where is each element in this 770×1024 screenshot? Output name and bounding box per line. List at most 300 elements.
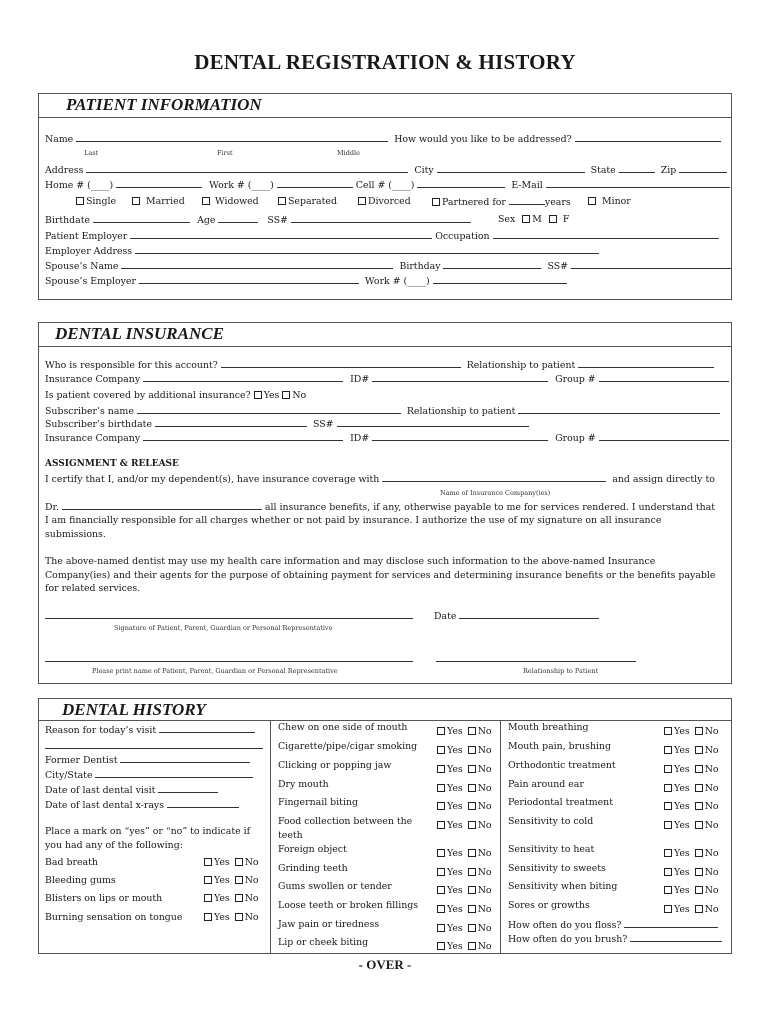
- condition-label: Orthodontic treatment: [508, 760, 616, 771]
- instructions-line-1: Place a mark on “yes” or “no” to indicate if: [45, 826, 251, 837]
- work-label: Work # (____): [209, 180, 274, 191]
- yes-no-group: [437, 904, 492, 915]
- address-row: [45, 164, 727, 176]
- yes-checkbox[interactable]: [437, 886, 445, 894]
- date-label: Date: [433, 611, 457, 622]
- last-xray-row: [45, 799, 239, 811]
- divorced-checkbox[interactable]: [358, 197, 366, 205]
- brush-row: [508, 933, 722, 945]
- id-label: ID#: [350, 374, 370, 385]
- yes-label: Yes: [674, 885, 690, 896]
- submissions-text: submissions.: [45, 529, 106, 540]
- subscriber-name-row: [45, 405, 720, 417]
- state-label: State: [590, 165, 616, 176]
- relationship-label: Relationship to patient: [466, 360, 576, 371]
- insurance-company-field[interactable]: [382, 473, 606, 482]
- yes-label: Yes: [214, 875, 230, 886]
- sex-f-label: F: [562, 214, 570, 225]
- employer-field[interactable]: [130, 230, 432, 239]
- no-label: No: [704, 726, 719, 737]
- no-checkbox[interactable]: [468, 821, 476, 829]
- divider: [38, 117, 732, 118]
- brush-field[interactable]: [630, 933, 722, 942]
- married-option[interactable]: [132, 196, 185, 207]
- reason-field[interactable]: [159, 724, 255, 733]
- no-checkbox[interactable]: [695, 886, 703, 894]
- spouse-name-field[interactable]: [121, 260, 393, 269]
- spouse-employer-row: [45, 275, 567, 287]
- partnered-label: Partnered for: [442, 197, 506, 208]
- spouse-row: [45, 260, 731, 272]
- work-field[interactable]: [277, 179, 353, 188]
- yes-no-group: [437, 820, 492, 831]
- responsible-field[interactable]: [221, 359, 461, 368]
- dental-insurance-heading: DENTAL INSURANCE: [55, 324, 224, 343]
- separated-label: Separated: [288, 196, 337, 207]
- partnered-checkbox[interactable]: [432, 198, 440, 206]
- no-checkbox[interactable]: [695, 821, 703, 829]
- yes-label: Yes: [674, 848, 690, 859]
- last-xray-label: Date of last dental x-rays: [45, 800, 165, 811]
- no-label: No: [477, 848, 492, 859]
- last-caption: Last: [84, 149, 99, 157]
- addressed-label: How would you like to be addressed?: [394, 134, 572, 145]
- yes-checkbox[interactable]: [664, 905, 672, 913]
- signature-row: [45, 610, 599, 622]
- employer-address-label: Employer Address: [45, 246, 133, 257]
- no-checkbox[interactable]: [468, 746, 476, 754]
- yes-label: Yes: [674, 801, 690, 812]
- no-checkbox[interactable]: [468, 886, 476, 894]
- occupation-field[interactable]: [493, 230, 719, 239]
- city-label: City: [414, 165, 434, 176]
- age-field[interactable]: [218, 214, 258, 223]
- condition-label: Mouth pain, brushing: [508, 741, 612, 752]
- yes-label: Yes: [214, 857, 230, 868]
- divider: [270, 720, 732, 721]
- widowed-option[interactable]: [202, 196, 259, 207]
- id2-label: ID#: [350, 433, 370, 444]
- condition-label: Sensitivity to cold: [508, 816, 594, 827]
- yes-label: Yes: [674, 726, 690, 737]
- yes-checkbox[interactable]: [664, 802, 672, 810]
- relationship-caption: Relationship to Patient: [523, 667, 599, 675]
- additional-row: [45, 390, 306, 401]
- yes-checkbox[interactable]: [664, 849, 672, 857]
- yes-checkbox[interactable]: [664, 868, 672, 876]
- no-label: No: [477, 885, 492, 896]
- partnered-years-field[interactable]: [509, 196, 545, 205]
- floss-label: How often do you floss?: [508, 920, 622, 931]
- condition-label: Chew on one side of mouth: [278, 722, 408, 733]
- birthday-label: Birthday: [399, 261, 441, 272]
- yes-label: Yes: [447, 848, 463, 859]
- no-label: No: [704, 820, 719, 831]
- yes-label: Yes: [674, 820, 690, 831]
- employer-row: [45, 230, 719, 242]
- married-checkbox[interactable]: [132, 197, 140, 205]
- brush-label: How often do you brush?: [508, 934, 628, 945]
- no-checkbox[interactable]: [468, 765, 476, 773]
- condition-label: Loose teeth or broken fillings: [278, 900, 419, 911]
- spouse-ss-field[interactable]: [571, 260, 731, 269]
- signature-caption: Signature of Patient, Parent, Guardian or Personal Representative: [114, 624, 333, 632]
- no-checkbox[interactable]: [695, 905, 703, 913]
- subscriber-ss-label: SS#: [312, 419, 334, 430]
- yes-no-group: [664, 764, 719, 775]
- minor-label: Minor: [602, 196, 631, 207]
- yes-checkbox[interactable]: [437, 821, 445, 829]
- phone-row: [45, 179, 730, 191]
- sex-label: Sex: [498, 214, 516, 225]
- condition-label: Gums swollen or tender: [278, 881, 392, 892]
- yes-no-group: [437, 885, 492, 896]
- cell-field[interactable]: [417, 179, 505, 188]
- no-checkbox[interactable]: [695, 849, 703, 857]
- print-name-field[interactable]: [45, 653, 413, 662]
- yes-checkbox[interactable]: [437, 746, 445, 754]
- ss-label: SS#: [267, 215, 288, 226]
- no-checkbox[interactable]: [468, 849, 476, 857]
- no-label: No: [704, 783, 719, 794]
- group-field[interactable]: [599, 373, 729, 382]
- subscriber-name-field[interactable]: [137, 405, 401, 414]
- relationship2-field[interactable]: [518, 405, 720, 414]
- subscriber-birth-row: [45, 418, 529, 430]
- yes-checkbox[interactable]: [437, 942, 445, 950]
- single-label: Single: [86, 196, 117, 207]
- yes-no-group: [204, 893, 259, 904]
- minor-checkbox[interactable]: [588, 197, 596, 205]
- no-checkbox[interactable]: [468, 924, 476, 932]
- no-label: No: [704, 885, 719, 896]
- company-row: [45, 373, 729, 385]
- id-field[interactable]: [372, 373, 548, 382]
- column-divider: [270, 720, 271, 954]
- company-label: Insurance Company: [45, 374, 141, 385]
- age-label: Age: [197, 215, 216, 226]
- no-label: No: [477, 783, 492, 794]
- instructions-line-2: you had any of the following:: [45, 840, 183, 851]
- spouse-work-label: Work # (____): [364, 276, 430, 287]
- additional-yes-checkbox[interactable]: [254, 391, 262, 399]
- yes-no-group: [437, 867, 492, 878]
- spouse-employer-label: Spouse’s Employer: [45, 276, 136, 287]
- relationship2-label: Relationship to patient: [406, 406, 516, 417]
- no-label: No: [244, 875, 259, 886]
- no-label: No: [704, 764, 719, 775]
- address-label: Address: [45, 165, 84, 176]
- no-label: No: [477, 941, 492, 952]
- last-visit-row: [45, 784, 218, 796]
- yes-label: Yes: [447, 923, 463, 934]
- no-checkbox[interactable]: [695, 727, 703, 735]
- yes-checkbox[interactable]: [437, 924, 445, 932]
- name-row: [45, 133, 721, 145]
- employer-address-row: [45, 245, 599, 257]
- condition-label: Sores or growths: [508, 900, 590, 911]
- condition-label: Sensitivity when biting: [508, 881, 618, 892]
- yes-checkbox[interactable]: [664, 765, 672, 773]
- signature-field[interactable]: [45, 610, 413, 619]
- yes-checkbox[interactable]: [204, 876, 212, 884]
- relationship-patient-field[interactable]: [436, 653, 636, 662]
- no-label: No: [244, 857, 259, 868]
- disclosure-line-2: Company(ies) and their agents for the purpose of obtaining payment for services and determining insurance benefits or the benefits payable: [45, 570, 716, 581]
- middle-caption: Middle: [337, 149, 360, 157]
- no-label: No: [704, 801, 719, 812]
- yes-label: Yes: [447, 726, 463, 737]
- spouse-ss-label: SS#: [547, 261, 569, 272]
- yes-checkbox[interactable]: [437, 849, 445, 857]
- no-checkbox[interactable]: [468, 905, 476, 913]
- ss-field[interactable]: [291, 214, 471, 223]
- no-checkbox[interactable]: [695, 784, 703, 792]
- yes-checkbox[interactable]: [664, 821, 672, 829]
- city-field[interactable]: [437, 164, 585, 173]
- last-xray-field[interactable]: [167, 799, 239, 808]
- yes-no-group: [204, 857, 259, 868]
- citystate-row: [45, 769, 253, 781]
- zip-field[interactable]: [679, 164, 727, 173]
- separated-option[interactable]: [278, 196, 337, 207]
- yes-checkbox[interactable]: [664, 784, 672, 792]
- dentist-name-field[interactable]: [62, 501, 262, 510]
- patient-info-heading: PATIENT INFORMATION: [66, 95, 262, 114]
- name-field[interactable]: [76, 133, 388, 142]
- no-label: No: [477, 867, 492, 878]
- company-field[interactable]: [143, 373, 343, 382]
- years-label: years: [544, 197, 571, 208]
- print-name-row: [45, 653, 636, 665]
- single-checkbox[interactable]: [76, 197, 84, 205]
- yes-no-group: [664, 745, 719, 756]
- yes-label: Yes: [447, 820, 463, 831]
- yes-no-group: [437, 745, 492, 756]
- employer-label: Patient Employer: [45, 231, 128, 242]
- no-checkbox[interactable]: [695, 746, 703, 754]
- yes-no-group: [664, 726, 719, 737]
- yes-no-group: [437, 801, 492, 812]
- partnered-option[interactable]: [432, 196, 571, 208]
- additional-label: Is patient covered by additional insurance?: [45, 390, 251, 401]
- sex-group: [498, 214, 569, 225]
- over-footer: - OVER -: [358, 957, 412, 972]
- company2-row: [45, 432, 729, 444]
- condition-label: Mouth breathing: [508, 722, 589, 733]
- condition-label: Periodontal treatment: [508, 797, 613, 808]
- yes-checkbox[interactable]: [204, 913, 212, 921]
- yes-checkbox[interactable]: [204, 858, 212, 866]
- additional-yes-label: Yes: [263, 390, 280, 401]
- yes-no-group: [437, 941, 492, 952]
- yes-no-group: [664, 885, 719, 896]
- condition-label-continued: teeth: [278, 830, 303, 841]
- yes-checkbox[interactable]: [664, 886, 672, 894]
- divorced-label: Divorced: [368, 196, 411, 207]
- condition-label: Bleeding gums: [45, 875, 116, 886]
- yes-label: Yes: [674, 904, 690, 915]
- yes-label: Yes: [447, 745, 463, 756]
- divider: [38, 720, 270, 721]
- company-caption: Name of Insurance Company(ies): [440, 489, 551, 497]
- sex-f-checkbox[interactable]: [549, 215, 557, 223]
- id2-field[interactable]: [372, 432, 548, 441]
- name-label: Name: [45, 134, 74, 145]
- yes-checkbox[interactable]: [204, 894, 212, 902]
- yes-label: Yes: [447, 904, 463, 915]
- no-checkbox[interactable]: [235, 913, 243, 921]
- no-checkbox[interactable]: [468, 868, 476, 876]
- former-row: [45, 754, 250, 766]
- yes-checkbox[interactable]: [664, 746, 672, 754]
- condition-label: Burning sensation on tongue: [45, 912, 183, 923]
- birthdate-field[interactable]: [93, 214, 190, 223]
- no-checkbox[interactable]: [695, 802, 703, 810]
- zip-label: Zip: [660, 165, 677, 176]
- former-field[interactable]: [120, 754, 250, 763]
- single-option[interactable]: [76, 196, 116, 207]
- yes-no-group: [204, 912, 259, 923]
- subscriber-birthdate-label: Subscriber’s birthdate: [45, 419, 152, 430]
- company2-field[interactable]: [143, 432, 343, 441]
- no-checkbox[interactable]: [468, 802, 476, 810]
- yes-no-group: [664, 801, 719, 812]
- condition-label: Lip or cheek biting: [278, 937, 369, 948]
- company2-label: Insurance Company: [45, 433, 141, 444]
- yes-no-group: [437, 923, 492, 934]
- dr-label: Dr.: [45, 502, 59, 513]
- no-checkbox[interactable]: [695, 765, 703, 773]
- group2-field[interactable]: [599, 432, 729, 441]
- sex-m-checkbox[interactable]: [522, 215, 530, 223]
- no-checkbox[interactable]: [468, 784, 476, 792]
- page-title: DENTAL REGISTRATION & HISTORY: [194, 50, 576, 74]
- yes-checkbox[interactable]: [437, 905, 445, 913]
- address-field[interactable]: [86, 164, 408, 173]
- no-label: No: [477, 745, 492, 756]
- no-label: No: [477, 801, 492, 812]
- first-caption: First: [217, 149, 233, 157]
- certify-text: I certify that I, and/or my dependent(s), have insurance coverage with: [45, 474, 380, 485]
- column-divider: [500, 720, 501, 954]
- responsible-label: Who is responsible for this account?: [45, 360, 218, 371]
- condition-label: Pain around ear: [508, 779, 584, 790]
- reason-field-2[interactable]: [45, 740, 263, 749]
- assignment-heading: ASSIGNMENT & RELEASE: [45, 459, 179, 469]
- sex-m-label: M: [532, 214, 542, 225]
- married-label: Married: [146, 196, 185, 207]
- employer-address-field[interactable]: [135, 245, 599, 254]
- group2-label: Group #: [555, 433, 596, 444]
- subscriber-ss-field[interactable]: [337, 418, 529, 427]
- no-label: No: [704, 904, 719, 915]
- reason-label: Reason for today’s visit: [45, 725, 157, 736]
- state-field[interactable]: [619, 164, 655, 173]
- yes-label: Yes: [674, 783, 690, 794]
- yes-checkbox[interactable]: [437, 868, 445, 876]
- yes-label: Yes: [214, 893, 230, 904]
- yes-no-group: [437, 764, 492, 775]
- relationship-field[interactable]: [578, 359, 714, 368]
- yes-label: Yes: [447, 941, 463, 952]
- divorced-option[interactable]: [358, 196, 411, 207]
- no-label: No: [477, 764, 492, 775]
- separated-checkbox[interactable]: [278, 197, 286, 205]
- yes-label: Yes: [447, 764, 463, 775]
- print-name-caption: Please print name of Patient, Parent, Guardian or Personal Representative: [92, 667, 338, 675]
- additional-no-checkbox[interactable]: [282, 391, 290, 399]
- spouse-work-field[interactable]: [433, 275, 567, 284]
- disclosure-line-1: The above-named dentist may use my health care information and may disclose such information to the above-named Insurance: [45, 556, 656, 567]
- condition-label: Foreign object: [278, 844, 347, 855]
- yes-checkbox[interactable]: [437, 727, 445, 735]
- date-field[interactable]: [459, 610, 599, 619]
- no-label: No: [477, 923, 492, 934]
- spouse-birthday-field[interactable]: [443, 260, 541, 269]
- spouse-employer-field[interactable]: [139, 275, 359, 284]
- addressed-field[interactable]: [575, 133, 721, 142]
- yes-checkbox[interactable]: [437, 765, 445, 773]
- subscriber-birthdate-field[interactable]: [155, 418, 307, 427]
- no-label: No: [704, 867, 719, 878]
- email-label: E-Mail: [511, 180, 543, 191]
- responsible-row: [45, 359, 714, 371]
- condition-label: Sensitivity to heat: [508, 844, 595, 855]
- no-checkbox[interactable]: [235, 876, 243, 884]
- yes-label: Yes: [447, 801, 463, 812]
- cell-label: Cell # (____): [355, 180, 415, 191]
- yes-no-group: [664, 904, 719, 915]
- minor-option[interactable]: [588, 196, 631, 207]
- no-checkbox[interactable]: [695, 868, 703, 876]
- no-label: No: [244, 893, 259, 904]
- no-label: No: [244, 912, 259, 923]
- yes-label: Yes: [447, 885, 463, 896]
- condition-label: Blisters on lips or mouth: [45, 893, 163, 904]
- birthdate-label: Birthdate: [45, 215, 91, 226]
- last-visit-field[interactable]: [158, 784, 218, 793]
- yes-no-group: [664, 820, 719, 831]
- yes-no-group: [664, 848, 719, 859]
- email-field[interactable]: [546, 179, 730, 188]
- no-checkbox[interactable]: [235, 894, 243, 902]
- condition-label: Bad breath: [45, 857, 98, 868]
- home-field[interactable]: [116, 179, 202, 188]
- yes-label: Yes: [674, 764, 690, 775]
- yes-checkbox[interactable]: [437, 784, 445, 792]
- reason-row: [45, 724, 255, 736]
- no-checkbox[interactable]: [235, 858, 243, 866]
- no-checkbox[interactable]: [468, 942, 476, 950]
- widowed-label: Widowed: [215, 196, 259, 207]
- floss-row: [508, 919, 718, 931]
- disclosure-line-3: for related services.: [45, 583, 141, 594]
- additional-no-label: No: [292, 390, 307, 401]
- reason-row-2: [45, 740, 263, 752]
- yes-label: Yes: [447, 783, 463, 794]
- citystate-field[interactable]: [95, 769, 253, 778]
- widowed-checkbox[interactable]: [202, 197, 210, 205]
- yes-label: Yes: [674, 745, 690, 756]
- yes-checkbox[interactable]: [664, 727, 672, 735]
- no-checkbox[interactable]: [468, 727, 476, 735]
- floss-field[interactable]: [624, 919, 718, 928]
- yes-no-group: [664, 783, 719, 794]
- yes-checkbox[interactable]: [437, 802, 445, 810]
- yes-no-group: [204, 875, 259, 886]
- birthdate-row: [45, 214, 471, 226]
